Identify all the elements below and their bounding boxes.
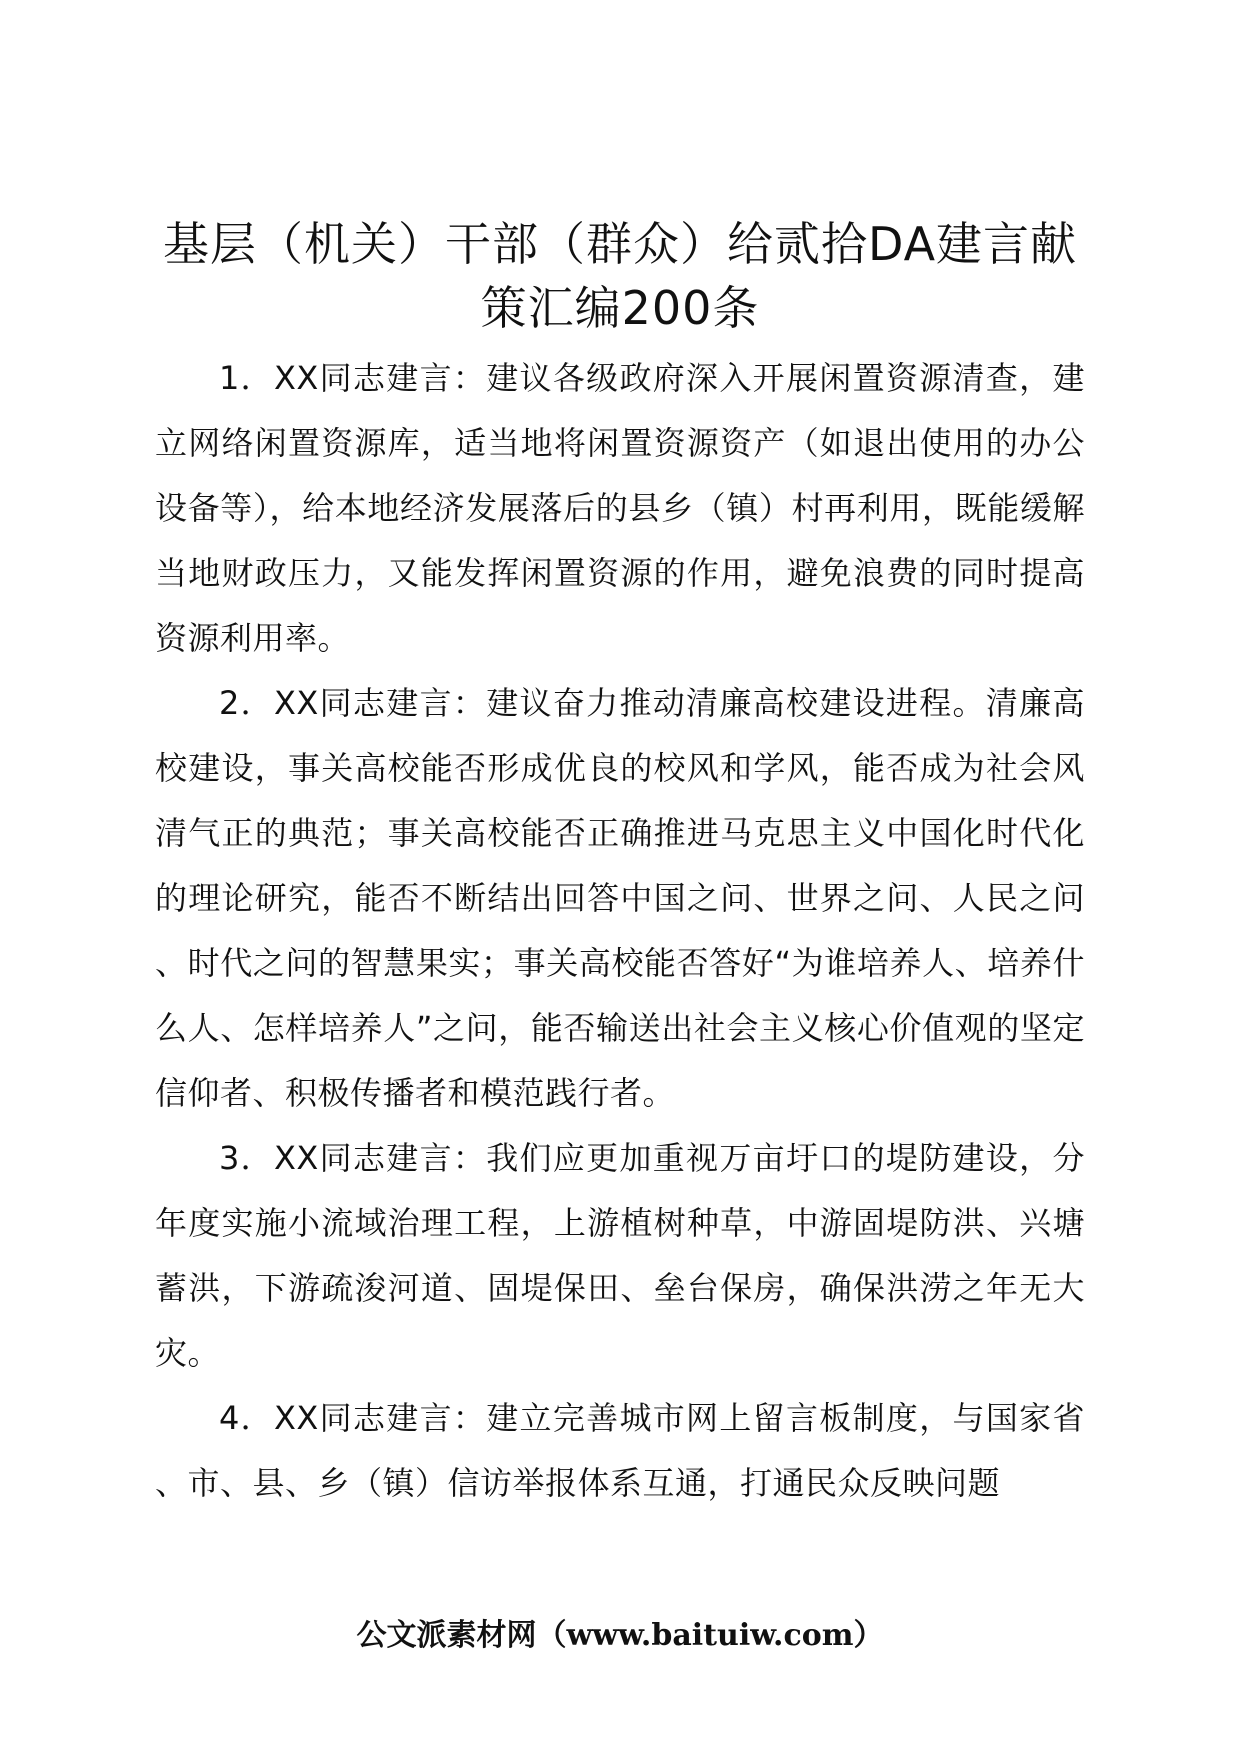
paragraph-4: 4．XX同志建言：建立完善城市网上留言板制度，与国家省、市、县、乡（镇）信访举报体系互通，打通民众反映问题 (155, 1399, 1085, 1502)
document-title: 基层（机关）干部（群众）给贰拾DA建言献策汇编200条 (162, 217, 1078, 335)
paragraph-1: 1．XX同志建言：建议各级政府深入开展闲置资源清查，建立网络闲置资源库，适当地将闲置资源资产（如退出使用的办公设备等），给本地经济发展落后的县乡（镇）村再利用，既能缓解当地财政压力，又能发挥闲置资源的作用，避免浪费的同时提高资源利用率。 (155, 359, 1085, 657)
paragraph-3: 3．XX同志建言：我们应更加重视万亩圩口的堤防建设，分年度实施小流域治理工程，上游植树种草，中游固堤防洪、兴塘蓄洪，下游疏浚河道、固堤保田、垒台保房，确保洪涝之年无大灾。 (155, 1139, 1085, 1372)
paragraph-2: 2．XX同志建言：建议奋力推动清廉高校建设进程。清廉高校建设，事关高校能否形成优良的校风和学风，能否成为社会风清气正的典范；事关高校能否正确推进马克思主义中国化时代化的理论研究，能否不断结出回答中国之问、世界之问、人民之问、时代之问的智慧果实；事关高校能否答好“为谁培养人、培养什么人、怎样培养人”之问，能否输送出社会主义核心价值观的坚定信仰者、积极传播者和模范践行者。 (155, 684, 1085, 1112)
source-footer: 公文派素材网（www.baituiw.com） (356, 1618, 884, 1653)
document-body (155, 346, 1085, 1516)
